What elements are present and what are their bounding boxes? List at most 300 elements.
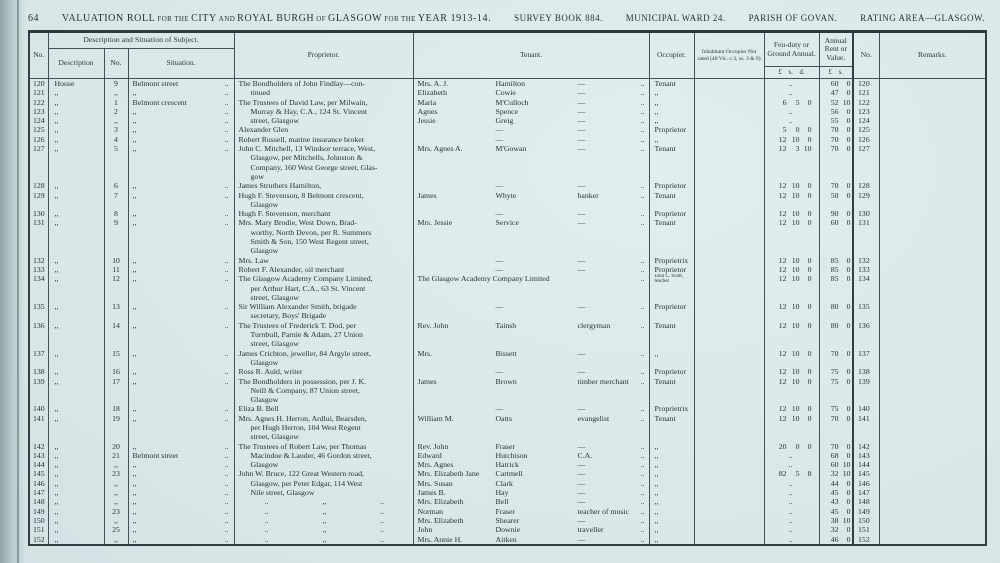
row-no: 120 xyxy=(29,79,48,89)
feu-pounds: 12 xyxy=(778,209,787,219)
annual-rent-label: Annual Rent or Value. xyxy=(824,35,847,62)
desc xyxy=(48,172,104,181)
inhabitant-occupier xyxy=(694,311,764,320)
remarks xyxy=(879,451,986,460)
situation-dots: .. xyxy=(224,264,229,274)
tenant-surname: Cowie xyxy=(495,88,516,98)
proprietor: per Hugh Herron, 104 West Regent xyxy=(250,422,361,432)
occupier: ,, xyxy=(654,478,659,488)
situation: Belmont street xyxy=(132,79,179,88)
proprietor: Sir William Alexander Smith, brigade xyxy=(238,302,357,312)
row-no: 138 xyxy=(29,367,48,376)
rent-shillings: 0 xyxy=(846,144,851,154)
rent-shillings: 0 xyxy=(846,181,851,191)
inhabitant-occupier xyxy=(694,218,764,227)
occupier: Tenant xyxy=(654,218,676,228)
proprietor: Smith & Son, 150 West Regent street, xyxy=(250,237,369,247)
row-no: 122 xyxy=(29,98,48,107)
row-no-right: 125 xyxy=(853,125,879,134)
remarks xyxy=(879,274,986,283)
desc: ,, xyxy=(48,367,104,376)
inhabitant-occupier xyxy=(694,377,764,386)
house-no xyxy=(104,395,128,404)
tenant-given: Mrs. Annie H. xyxy=(417,534,463,544)
row-no: 129 xyxy=(29,191,48,200)
situation: ,, xyxy=(132,190,137,200)
row-no xyxy=(29,172,48,181)
situation: ,, xyxy=(132,302,137,312)
house-no: 11 xyxy=(104,265,128,274)
tenant-extra: — xyxy=(577,144,586,154)
house-no: 18 xyxy=(104,404,128,413)
feu-shillings: 5 xyxy=(795,469,800,479)
row-no-right xyxy=(853,423,879,432)
tenant-dots: .. xyxy=(640,367,645,377)
rent-shillings: 0 xyxy=(846,348,851,358)
rent-shillings: 0 xyxy=(846,413,851,423)
rent-pounds: 47 xyxy=(830,88,839,98)
remarks xyxy=(879,191,986,200)
row-no: 127 xyxy=(29,144,48,153)
desc: ,, xyxy=(48,414,104,423)
remarks xyxy=(879,442,986,451)
remarks xyxy=(879,200,986,209)
situation: ,, xyxy=(132,525,137,535)
row-no-right: 127 xyxy=(853,144,879,153)
house-no: 16 xyxy=(104,367,128,376)
inhabitant-occupier xyxy=(694,451,764,460)
remarks xyxy=(879,237,986,246)
row-no xyxy=(29,423,48,432)
desc xyxy=(48,246,104,255)
remarks xyxy=(879,497,986,506)
situation-dots: .. xyxy=(224,116,229,126)
row-no: 134 xyxy=(29,274,48,283)
feu-shillings: 10 xyxy=(791,190,800,200)
house-no: ,, xyxy=(104,479,128,488)
feu-duty-units: £ s. d. xyxy=(765,66,819,78)
feu-dots: .. xyxy=(788,88,793,98)
inhabitant-occupier xyxy=(694,339,764,348)
rent-shillings: 0 xyxy=(846,450,851,460)
occupier: ,, xyxy=(654,469,659,479)
proprietor: Glasgow, per Peter Edgar, 114 West xyxy=(250,478,363,488)
tenant-surname: — xyxy=(495,367,504,377)
desc: ,, xyxy=(48,125,104,134)
feu-pounds: 12 xyxy=(778,274,787,284)
title-part: VALUATION ROLL xyxy=(61,13,156,24)
desc xyxy=(48,395,104,404)
desc xyxy=(48,200,104,209)
rent-pounds: 60 xyxy=(830,218,839,228)
rent-pounds: 56 xyxy=(830,106,839,116)
tenant-given: James B. xyxy=(417,488,446,498)
inhabitant-occupier xyxy=(694,153,764,162)
row-no-right: 148 xyxy=(853,497,879,506)
desc xyxy=(48,339,104,348)
house-no xyxy=(104,200,128,209)
inhabitant-occupier xyxy=(694,293,764,302)
feu-pence: 0 xyxy=(807,190,812,200)
inhabitant-occupier xyxy=(694,330,764,339)
row-no: 147 xyxy=(29,488,48,497)
table-row xyxy=(29,451,986,460)
rent-shillings: 0 xyxy=(846,255,851,265)
remarks xyxy=(879,488,986,497)
desc: ,, xyxy=(48,181,104,190)
remarks xyxy=(879,535,986,545)
proprietor: Glasgow xyxy=(250,246,279,256)
desc: ,, xyxy=(48,404,104,413)
house-no: ,, xyxy=(104,535,128,545)
row-no: 123 xyxy=(29,107,48,116)
situation: ,, xyxy=(132,274,137,284)
tenant-surname: Brown xyxy=(495,376,517,386)
row-no: 125 xyxy=(29,125,48,134)
remarks xyxy=(879,349,986,358)
row-no-right xyxy=(853,284,879,293)
situation: ,, xyxy=(132,515,137,525)
feu-dots: .. xyxy=(788,460,793,470)
feu-pounds: 12 xyxy=(778,367,787,377)
feu-pence: 0 xyxy=(807,255,812,265)
remarks xyxy=(879,525,986,534)
rent-pounds: 70 xyxy=(830,441,839,451)
tenant-dots: .. xyxy=(640,525,645,535)
feu-pence: 0 xyxy=(807,264,812,274)
house-no xyxy=(104,423,128,432)
situation: Belmont street xyxy=(132,450,179,460)
desc: ,, xyxy=(48,479,104,488)
proprietor: James Crichton, jeweller, 84 Argyle street, xyxy=(238,348,372,358)
tenant-dots: .. xyxy=(640,264,645,274)
table-row xyxy=(29,358,986,367)
feu-shillings: 10 xyxy=(791,376,800,386)
desc: ,, xyxy=(48,116,104,125)
situation-dots: .. xyxy=(224,320,229,330)
tenant-extra: — xyxy=(577,460,586,470)
inhabitant-occupier xyxy=(694,497,764,506)
feu-pence: 0 xyxy=(807,125,812,135)
remarks xyxy=(879,460,986,469)
desc xyxy=(48,163,104,172)
row-no-right xyxy=(853,339,879,348)
inhabitant-occupier xyxy=(694,386,764,395)
house-no xyxy=(104,330,128,339)
inhabitant-occupier xyxy=(694,414,764,423)
row-no-right: 128 xyxy=(853,181,879,190)
tenant-extra: C.A. xyxy=(577,450,593,460)
situation: ,, xyxy=(132,209,137,219)
proprietor: The Glasgow Academy Company Limited, xyxy=(238,274,373,284)
house-no: 9 xyxy=(104,79,128,89)
feu-pounds: 20 xyxy=(778,441,787,451)
tenant-surname: Shearer xyxy=(495,515,520,525)
situation: ,, xyxy=(132,506,137,516)
rent-shillings: 0 xyxy=(846,320,851,330)
row-no: 151 xyxy=(29,525,48,534)
situation: ,, xyxy=(132,144,137,154)
header-remarks: Remarks. xyxy=(879,32,986,79)
table-row xyxy=(29,507,986,516)
inhabitant-occupier xyxy=(694,125,764,134)
feu-dots: .. xyxy=(788,534,793,544)
header-situation: Situation. xyxy=(128,49,234,79)
feu-shillings: 10 xyxy=(791,255,800,265)
house-no xyxy=(104,311,128,320)
title-part: GLASGOW xyxy=(328,13,383,24)
row-no xyxy=(29,293,48,302)
row-no: 150 xyxy=(29,516,48,525)
tenant-surname: Fraser xyxy=(495,441,516,451)
inhabitant-occupier xyxy=(694,507,764,516)
survey-book: SURVEY BOOK 884. xyxy=(514,13,603,23)
table-row xyxy=(29,311,986,320)
remarks xyxy=(879,181,986,190)
house-no: 13 xyxy=(104,302,128,311)
rent-pounds: 90 xyxy=(830,209,839,219)
tenant-extra: — xyxy=(577,441,586,451)
tenant-given: James xyxy=(417,190,437,200)
row-no-right: 138 xyxy=(853,367,879,376)
row-no xyxy=(29,284,48,293)
proprietor: .. ,, .. xyxy=(264,497,385,507)
title-part: AND xyxy=(218,15,236,23)
row-no: 145 xyxy=(29,469,48,478)
remarks xyxy=(879,469,986,478)
tenant-dots: .. xyxy=(640,478,645,488)
table-row xyxy=(29,116,986,125)
remarks xyxy=(879,209,986,218)
proprietor: .. ,, .. xyxy=(264,515,385,525)
house-no: 1 xyxy=(104,98,128,107)
house-no xyxy=(104,163,128,172)
situation-dots: .. xyxy=(224,441,229,451)
rent-pounds: 70 xyxy=(830,181,839,191)
tenant-given: Norman xyxy=(417,506,444,516)
rent-pounds: 75 xyxy=(830,404,839,414)
house-no: 3 xyxy=(104,125,128,134)
house-no: 10 xyxy=(104,256,128,265)
situation-dots: .. xyxy=(224,376,229,386)
page-number: 64 xyxy=(28,13,39,24)
feu-shillings: 10 xyxy=(791,181,800,191)
inhabitant-occupier xyxy=(694,395,764,404)
proprietor: John C. Mitchell, 13 Windsor terrace, West, xyxy=(238,144,376,154)
tenant-surname: — xyxy=(495,134,504,144)
rent-shillings: 0 xyxy=(846,302,851,312)
occupier: ,, xyxy=(654,497,659,507)
proprietor: Robert Russell, marine insurance broker xyxy=(238,134,365,144)
occupier: Proprietor xyxy=(654,264,687,274)
rent-shillings: 0 xyxy=(846,106,851,116)
situation-dots: .. xyxy=(224,88,229,98)
desc: ,, xyxy=(48,377,104,386)
row-no-right: 131 xyxy=(853,218,879,227)
tenant-given: Mrs. xyxy=(417,348,433,358)
proprietor: John W. Bruce, 122 Great Western road, xyxy=(238,469,364,479)
situation: Belmont crescent xyxy=(132,97,187,107)
occupier: Proprietor xyxy=(654,367,687,377)
tenant-extra: — xyxy=(577,209,586,219)
feu-duty-label: Feu-duty or Ground Annual. xyxy=(767,40,816,58)
occupier: ,, xyxy=(654,506,659,516)
row-no-right: 136 xyxy=(853,321,879,330)
feu-pence: 0 xyxy=(807,209,812,219)
feu-pounds: 12 xyxy=(778,264,787,274)
table-row xyxy=(29,153,986,162)
masthead-title xyxy=(62,8,491,26)
inhabitant-occupier xyxy=(694,479,764,488)
situation: ,, xyxy=(132,413,137,423)
row-no-right: 143 xyxy=(853,451,879,460)
row-no xyxy=(29,386,48,395)
house-no: 21 xyxy=(104,451,128,460)
table-row xyxy=(29,497,986,506)
row-no: 126 xyxy=(29,135,48,144)
desc xyxy=(48,311,104,320)
proprietor: Hugh F. Stevenson, 8 Belmont crescent, xyxy=(238,190,364,200)
table-row xyxy=(29,432,986,441)
feu-pounds: 12 xyxy=(778,134,787,144)
feu-shillings: 10 xyxy=(791,413,800,423)
rent-shillings: 0 xyxy=(846,190,851,200)
table-row xyxy=(29,246,986,255)
header-tenant: Tenant. xyxy=(413,32,649,79)
situation-dots: .. xyxy=(224,404,229,414)
desc xyxy=(48,284,104,293)
occupier: Proprietor xyxy=(654,181,687,191)
table-row xyxy=(29,293,986,302)
inhabitant-occupier xyxy=(694,172,764,181)
desc xyxy=(48,237,104,246)
feu-pounds: 5 xyxy=(782,125,787,135)
tenant-extra: evangelist xyxy=(577,413,610,423)
remarks xyxy=(879,395,986,404)
situation: ,, xyxy=(132,348,137,358)
header-occupier: Occupier. xyxy=(649,32,694,79)
remarks xyxy=(879,135,986,144)
occupier: Tenant xyxy=(654,413,676,423)
desc: ,, xyxy=(48,469,104,478)
situation-dots: .. xyxy=(224,302,229,312)
tenant-surname: — xyxy=(495,302,504,312)
inhabitant-occupier xyxy=(694,181,764,190)
tenant-given: Maria xyxy=(417,97,437,107)
table-row xyxy=(29,209,986,218)
tenant-dots: .. xyxy=(640,97,645,107)
proprietor: Glasgow xyxy=(250,395,279,405)
rating-area: RATING AREA—GLASGOW. xyxy=(860,13,985,23)
desc: ,, xyxy=(48,442,104,451)
rent-pounds: 70 xyxy=(830,144,839,154)
feu-pence: 0 xyxy=(807,413,812,423)
row-no xyxy=(29,311,48,320)
inhabitant-occupier xyxy=(694,302,764,311)
remarks xyxy=(879,88,986,97)
house-no xyxy=(104,358,128,367)
desc: ,, xyxy=(48,321,104,330)
row-no xyxy=(29,330,48,339)
rent-pounds: 45 xyxy=(830,488,839,498)
rent-pounds: 52 xyxy=(830,97,839,107)
house-no: ,, xyxy=(104,116,128,125)
row-no-right: 149 xyxy=(853,507,879,516)
tenant-surname: Downie xyxy=(495,525,521,535)
proprietor: worthy, North Devon, per R. Summers xyxy=(250,227,372,237)
table-row xyxy=(29,386,986,395)
tenant-dots: .. xyxy=(640,79,645,88)
row-no: 146 xyxy=(29,479,48,488)
inhabitant-occupier xyxy=(694,423,764,432)
proprietor: Hugh F. Stevenson, merchant xyxy=(238,209,331,219)
inhabitant-occupier xyxy=(694,358,764,367)
feu-shillings: 0 xyxy=(795,125,800,135)
tenant-extra: — xyxy=(577,181,586,191)
feu-dots: .. xyxy=(788,106,793,116)
tenant-given: William M. xyxy=(417,413,454,423)
table-row xyxy=(29,274,986,283)
proprietor: secretary, Boys' Brigade xyxy=(250,311,327,321)
feu-pounds: 12 xyxy=(778,376,787,386)
tenant-extra: traveller xyxy=(577,525,604,535)
feu-dots: .. xyxy=(788,116,793,126)
inhabitant-occupier xyxy=(694,237,764,246)
situation: ,, xyxy=(132,441,137,451)
row-no-right: 147 xyxy=(853,488,879,497)
situation-dots: .. xyxy=(224,218,229,228)
proprietor: Glasgow xyxy=(250,199,279,209)
feu-pence: 0 xyxy=(807,97,812,107)
tenant-dots: .. xyxy=(640,413,645,423)
rent-shillings: 10 xyxy=(842,515,851,525)
tenant-given: Rev. John xyxy=(417,320,449,330)
row-no-right xyxy=(853,330,879,339)
occupier: ,, xyxy=(654,488,659,498)
proprietor: tinued xyxy=(250,88,271,98)
inhabitant-occupier xyxy=(694,209,764,218)
occupier: Tenant xyxy=(654,79,676,88)
proprietor: Glasgow xyxy=(250,357,279,367)
occupier: Tenant xyxy=(654,376,676,386)
tenant-extra: — xyxy=(577,255,586,265)
desc xyxy=(48,330,104,339)
situation: ,, xyxy=(132,116,137,126)
remarks xyxy=(879,218,986,227)
header-house-no: No. xyxy=(104,49,128,79)
table-header xyxy=(29,32,986,79)
situation: ,, xyxy=(132,320,137,330)
tenant-given: Agnes xyxy=(417,106,438,116)
rent-shillings: 0 xyxy=(846,88,851,98)
row-no-right: 146 xyxy=(853,479,879,488)
remarks xyxy=(879,79,986,89)
situation: ,, xyxy=(132,376,137,386)
table-row xyxy=(29,479,986,488)
feu-dots: .. xyxy=(788,506,793,516)
remarks xyxy=(879,404,986,413)
valuation-table xyxy=(28,30,987,546)
house-no: 12 xyxy=(104,274,128,283)
tenant-extra: — xyxy=(577,348,586,358)
house-no: 20 xyxy=(104,442,128,451)
tenant-extra: — xyxy=(577,264,586,274)
proprietor: Nile street, Glasgow xyxy=(250,488,315,498)
row-no-right xyxy=(853,395,879,404)
feu-pounds: 12 xyxy=(778,144,787,154)
situation-dots: .. xyxy=(224,367,229,377)
tenant-extra: — xyxy=(577,97,586,107)
